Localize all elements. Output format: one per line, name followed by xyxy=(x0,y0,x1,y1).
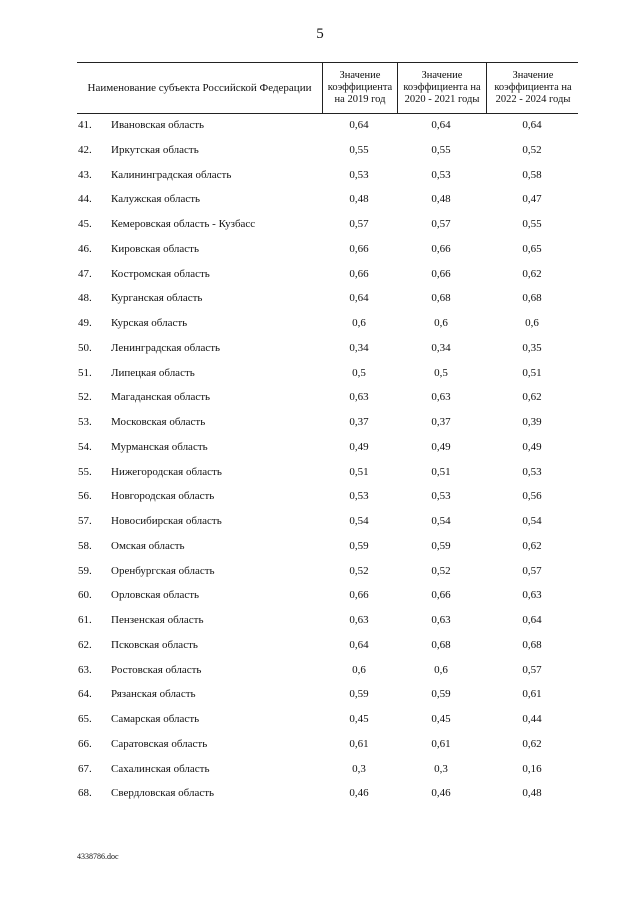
value-2022-2024: 0,35 xyxy=(522,341,542,354)
subject-name: Липецкая область xyxy=(111,366,195,379)
table-row xyxy=(77,460,578,485)
table-header xyxy=(77,62,578,114)
row-number: 45. xyxy=(78,218,92,230)
value-2019: 0,5 xyxy=(352,366,366,379)
value-2019: 0,51 xyxy=(349,465,369,478)
table-row xyxy=(77,113,578,138)
header-coefficient-2020-2021-text: Значение коэффициента на 2020 - 2021 годы xyxy=(403,70,481,105)
value-2020-2021: 0,6 xyxy=(434,317,448,329)
value-2020-2021: 0,51 xyxy=(431,465,451,478)
subject-name: Курская область xyxy=(111,317,188,329)
row-number: 54. xyxy=(78,440,92,453)
value-2022-2024: 0,55 xyxy=(522,218,542,230)
subject-name: Свердловская область xyxy=(111,787,215,800)
row-number: 51. xyxy=(78,366,92,379)
value-2022-2024: 0,54 xyxy=(522,515,542,527)
table-row xyxy=(77,509,578,534)
value-2020-2021: 0,48 xyxy=(431,193,451,206)
subject-name: Саратовская область xyxy=(111,737,208,750)
subject-name: Ленинградская область xyxy=(111,341,221,354)
value-2020-2021: 0,64 xyxy=(431,119,451,131)
value-2019: 0,61 xyxy=(349,737,369,750)
row-number: 49. xyxy=(78,317,92,329)
table-row xyxy=(77,163,578,188)
value-2020-2021: 0,68 xyxy=(431,638,451,651)
table-body xyxy=(77,113,578,806)
value-2019: 0,46 xyxy=(349,787,369,800)
table-row xyxy=(77,311,578,336)
table-row xyxy=(77,781,578,806)
value-2022-2024: 0,56 xyxy=(522,490,542,503)
value-2019: 0,3 xyxy=(352,762,366,775)
value-2020-2021: 0,37 xyxy=(431,416,451,428)
value-2019: 0,34 xyxy=(349,341,369,354)
value-2022-2024: 0,58 xyxy=(522,168,542,181)
table-row xyxy=(77,237,578,262)
value-2020-2021: 0,59 xyxy=(431,539,451,552)
value-2020-2021: 0,53 xyxy=(431,168,451,181)
row-number: 68. xyxy=(78,787,92,800)
value-2022-2024: 0,49 xyxy=(522,440,542,453)
table-row xyxy=(77,682,578,707)
value-2019: 0,6 xyxy=(352,663,366,676)
subject-name: Новгородская область xyxy=(111,490,215,503)
value-2020-2021: 0,66 xyxy=(431,242,451,255)
value-2022-2024: 0,57 xyxy=(522,564,542,577)
table-row xyxy=(77,757,578,782)
value-2019: 0,45 xyxy=(349,713,369,725)
value-2020-2021: 0,34 xyxy=(431,341,451,354)
header-coefficient-2020-2021 xyxy=(397,63,486,113)
table-row xyxy=(77,410,578,435)
row-number: 50. xyxy=(78,341,92,354)
value-2019: 0,6 xyxy=(352,317,366,329)
table-row xyxy=(77,336,578,361)
subject-name: Московская область xyxy=(111,416,206,428)
value-2020-2021: 0,68 xyxy=(431,292,451,305)
value-2019: 0,48 xyxy=(349,193,369,206)
value-2022-2024: 0,39 xyxy=(522,416,542,428)
table-row xyxy=(77,361,578,386)
row-number: 63. xyxy=(78,663,92,676)
subject-name: Оренбургская область xyxy=(111,564,215,577)
value-2020-2021: 0,52 xyxy=(431,564,451,577)
row-number: 56. xyxy=(78,490,92,503)
header-coefficient-2019 xyxy=(322,63,397,113)
value-2022-2024: 0,53 xyxy=(522,465,542,478)
row-number: 55. xyxy=(78,465,92,478)
value-2022-2024: 0,61 xyxy=(522,688,542,701)
value-2019: 0,59 xyxy=(349,539,369,552)
row-number: 41. xyxy=(78,119,92,131)
subject-name: Ростовская область xyxy=(111,663,202,676)
value-2020-2021: 0,63 xyxy=(431,614,451,626)
value-2019: 0,63 xyxy=(349,391,369,404)
subject-name: Рязанская область xyxy=(111,688,196,701)
value-2019: 0,55 xyxy=(349,143,369,156)
value-2022-2024: 0,68 xyxy=(522,638,542,651)
subject-name: Иркутская область xyxy=(111,143,199,156)
value-2019: 0,59 xyxy=(349,688,369,701)
subject-name: Калининградская область xyxy=(111,168,232,181)
row-number: 53. xyxy=(78,416,92,428)
value-2019: 0,63 xyxy=(349,614,369,626)
table-row xyxy=(77,262,578,287)
subject-name: Мурманская область xyxy=(111,440,208,453)
value-2020-2021: 0,57 xyxy=(431,218,451,230)
row-number: 46. xyxy=(78,242,92,255)
row-number: 62. xyxy=(78,638,92,651)
header-coefficient-2019-text: Значение коэффициента на 2019 год xyxy=(327,70,393,105)
subject-name: Кемеровская область - Кузбасс xyxy=(111,218,256,230)
table-row xyxy=(77,707,578,732)
value-2020-2021: 0,66 xyxy=(431,589,451,602)
subject-name: Самарская область xyxy=(111,713,200,725)
value-2019: 0,57 xyxy=(349,218,369,230)
table-row xyxy=(77,534,578,559)
value-2022-2024: 0,64 xyxy=(522,119,542,131)
header-subject-name: Наименование субъекта Российской Федерации xyxy=(87,82,312,94)
table-row xyxy=(77,435,578,460)
subject-name: Сахалинская область xyxy=(111,762,210,775)
value-2022-2024: 0,65 xyxy=(522,242,542,255)
table-row xyxy=(77,385,578,410)
value-2022-2024: 0,57 xyxy=(522,663,542,676)
value-2020-2021: 0,49 xyxy=(431,440,451,453)
value-2022-2024: 0,16 xyxy=(522,762,542,775)
subject-name: Пензенская область xyxy=(111,614,204,626)
row-number: 59. xyxy=(78,564,92,577)
value-2019: 0,54 xyxy=(349,515,369,527)
value-2022-2024: 0,64 xyxy=(522,614,542,626)
table-row xyxy=(77,732,578,757)
subject-name: Курганская область xyxy=(111,292,203,305)
value-2019: 0,64 xyxy=(349,119,369,131)
value-2020-2021: 0,3 xyxy=(434,762,448,775)
value-2019: 0,53 xyxy=(349,168,369,181)
page-number: 5 xyxy=(316,26,324,42)
value-2019: 0,66 xyxy=(349,267,369,280)
subject-name: Нижегородская область xyxy=(111,465,222,478)
subject-name: Калужская область xyxy=(111,193,201,206)
value-2020-2021: 0,54 xyxy=(431,515,451,527)
row-number: 58. xyxy=(78,539,92,552)
table-row xyxy=(77,138,578,163)
subject-name: Орловская область xyxy=(111,589,200,602)
table-row xyxy=(77,286,578,311)
value-2022-2024: 0,68 xyxy=(522,292,542,305)
value-2019: 0,64 xyxy=(349,638,369,651)
row-number: 60. xyxy=(78,589,92,602)
value-2019: 0,49 xyxy=(349,440,369,453)
value-2022-2024: 0,62 xyxy=(522,737,542,750)
row-number: 57. xyxy=(78,515,92,527)
subject-name: Костромская область xyxy=(111,267,210,280)
value-2022-2024: 0,62 xyxy=(522,391,542,404)
value-2022-2024: 0,63 xyxy=(522,589,542,602)
value-2022-2024: 0,48 xyxy=(522,787,542,800)
value-2022-2024: 0,47 xyxy=(522,193,542,206)
subject-name: Ивановская область xyxy=(111,119,205,131)
table-row xyxy=(77,212,578,237)
value-2019: 0,66 xyxy=(349,242,369,255)
subject-name: Псковская область xyxy=(111,638,198,651)
table-row xyxy=(77,608,578,633)
table-row xyxy=(77,187,578,212)
value-2022-2024: 0,44 xyxy=(522,713,542,725)
subject-name: Новосибирская область xyxy=(111,515,222,527)
row-number: 61. xyxy=(78,614,92,626)
row-number: 44. xyxy=(78,193,92,206)
value-2022-2024: 0,62 xyxy=(522,267,542,280)
header-coefficient-2022-2024-text: Значение коэффициента на 2022 - 2024 годы xyxy=(494,70,572,105)
row-number: 42. xyxy=(78,143,92,156)
subject-name: Магаданская область xyxy=(111,391,211,404)
value-2020-2021: 0,46 xyxy=(431,787,451,800)
row-number: 52. xyxy=(78,391,92,404)
row-number: 64. xyxy=(78,688,92,701)
value-2020-2021: 0,59 xyxy=(431,688,451,701)
table-row xyxy=(77,583,578,608)
value-2019: 0,64 xyxy=(349,292,369,305)
header-coefficient-2022-2024 xyxy=(486,63,579,113)
value-2019: 0,66 xyxy=(349,589,369,602)
table-row xyxy=(77,559,578,584)
value-2022-2024: 0,62 xyxy=(522,539,542,552)
value-2019: 0,53 xyxy=(349,490,369,503)
value-2020-2021: 0,66 xyxy=(431,267,451,280)
document-code: 4338786.doc xyxy=(77,852,119,861)
row-number: 66. xyxy=(78,737,92,750)
value-2020-2021: 0,61 xyxy=(431,737,451,750)
table-row xyxy=(77,484,578,509)
row-number: 67. xyxy=(78,762,92,775)
value-2020-2021: 0,5 xyxy=(434,366,448,379)
value-2019: 0,52 xyxy=(349,564,369,577)
row-number: 47. xyxy=(78,267,92,280)
table-row xyxy=(77,658,578,683)
value-2020-2021: 0,63 xyxy=(431,391,451,404)
value-2019: 0,37 xyxy=(349,416,369,428)
subject-name: Кировская область xyxy=(111,242,200,255)
table-row xyxy=(77,633,578,658)
value-2020-2021: 0,45 xyxy=(431,713,451,725)
row-number: 43. xyxy=(78,168,92,181)
value-2022-2024: 0,52 xyxy=(522,143,542,156)
row-number: 65. xyxy=(78,713,92,725)
subject-name: Омская область xyxy=(111,539,185,552)
value-2022-2024: 0,51 xyxy=(522,366,542,379)
value-2022-2024: 0,6 xyxy=(525,317,539,329)
value-2020-2021: 0,55 xyxy=(431,143,451,156)
value-2020-2021: 0,6 xyxy=(434,663,448,676)
row-number: 48. xyxy=(78,292,92,305)
value-2020-2021: 0,53 xyxy=(431,490,451,503)
